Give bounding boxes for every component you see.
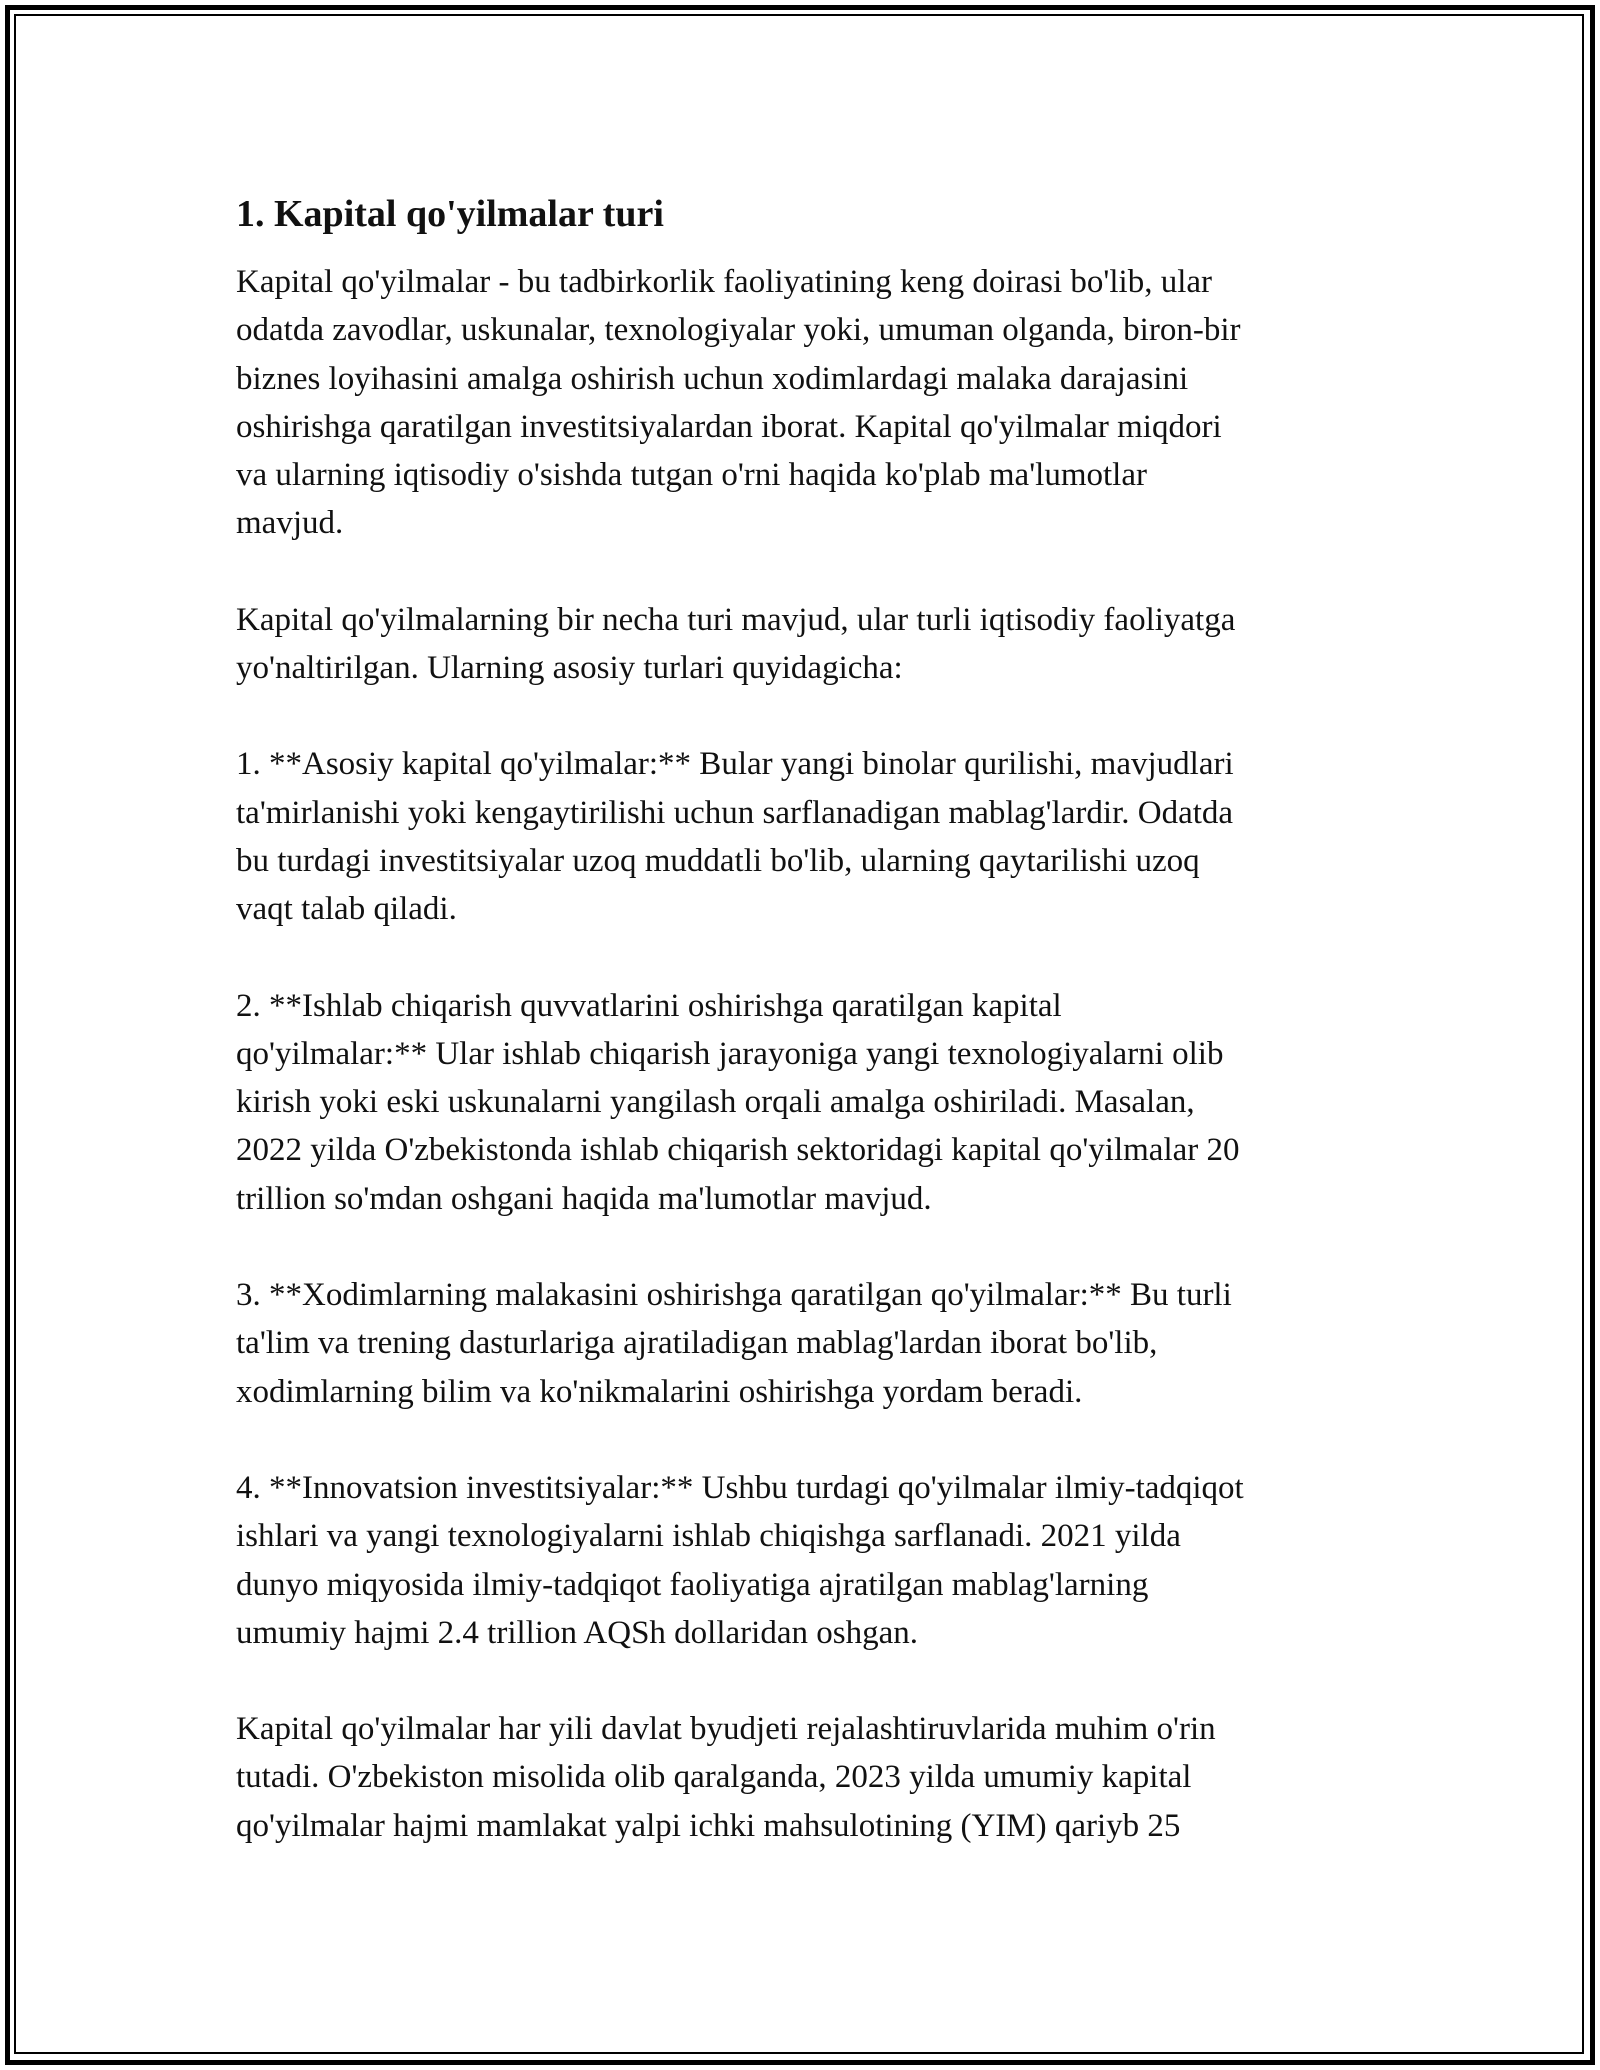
list-item-2-production-capacity: 2. **Ishlab chiqarish quvvatlarini oshirishga qaratilgan kapital qo'yilmalar:** Ular ishlab chiqarish jarayoniga yangi texnologiyalarni olib kirish yoki eski uskunalarni yangilash orqali amalga oshiriladi. Masalan, 2022 yilda O'zbekistonda ishlab chiqarish sektoridagi kapital qo'yilmalar 20 trillion so'mdan oshgani haqida ma'lumotlar mavjud.	[236, 987, 1240, 1217]
section-heading: 1. Kapital qo'yilmalar turi	[236, 193, 664, 235]
paragraph-intro: Kapital qo'yilmalar - bu tadbirkorlik faoliyatining keng doirasi bo'lib, ular odatda zavodlar, uskunalar, texnologiyalar yoki, umuman olganda, biron-bir biznes loyihasini amalga oshirish uchun xodimlardagi malaka darajasini oshirishga qaratilgan investitsiyalardan iborat. Kapital qo'yilmalar miqdori va ularning iqtisodiy o'sishda tutgan o'rni haqida ko'plab ma'lumotlar mavjud.	[236, 264, 1241, 542]
list-item-1-fixed-capital: 1. **Asosiy kapital qo'yilmalar:** Bular yangi binolar qurilishi, mavjudlari ta'mirlanishi yoki kengaytirilishi uchun sarflanadigan mablag'lardir. Odatda bu turdagi investitsiyalar uzoq muddatli bo'lib, ularning qaytarilishi uzoq vaqt talab qiladi.	[236, 746, 1234, 928]
list-item-4-innovation: 4. **Innovatsion investitsiyalar:** Ushbu turdagi qo'yilmalar ilmiy-tadqiqot ishlari va yangi texnologiyalarni ishlab chiqishga sarflanadi. 2021 yilda dunyo miqyosida ilmiy-tadqiqot faoliyatiga ajratilgan mablag'larning umumiy hajmi 2.4 trillion AQSh dollaridan oshgan.	[236, 1469, 1244, 1651]
list-item-3-staff-training: 3. **Xodimlarning malakasini oshirishga qaratilgan qo'yilmalar:** Bu turli ta'lim va trening dasturlariga ajratiladigan mablag'lardan iborat bo'lib, xodimlarning bilim va ko'nikmalarini oshirishga yordam beradi.	[236, 1277, 1232, 1410]
paragraph-types-overview: Kapital qo'yilmalarning bir necha turi mavjud, ular turli iqtisodiy faoliyatga yo'naltirilgan. Ularning asosiy turlari quyidagicha:	[236, 601, 1236, 687]
paragraph-budget: Kapital qo'yilmalar har yili davlat byudjeti rejalashtiruvlarida muhim o'rin tutadi. O'zbekiston misolida olib qaralganda, 2023 yilda umumiy kapital qo'yilmalar hajmi mamlakat yalpi ichki mahsulotining (YIM) qariyb 25	[236, 1711, 1216, 1844]
document-body	[236, 186, 1366, 1898]
